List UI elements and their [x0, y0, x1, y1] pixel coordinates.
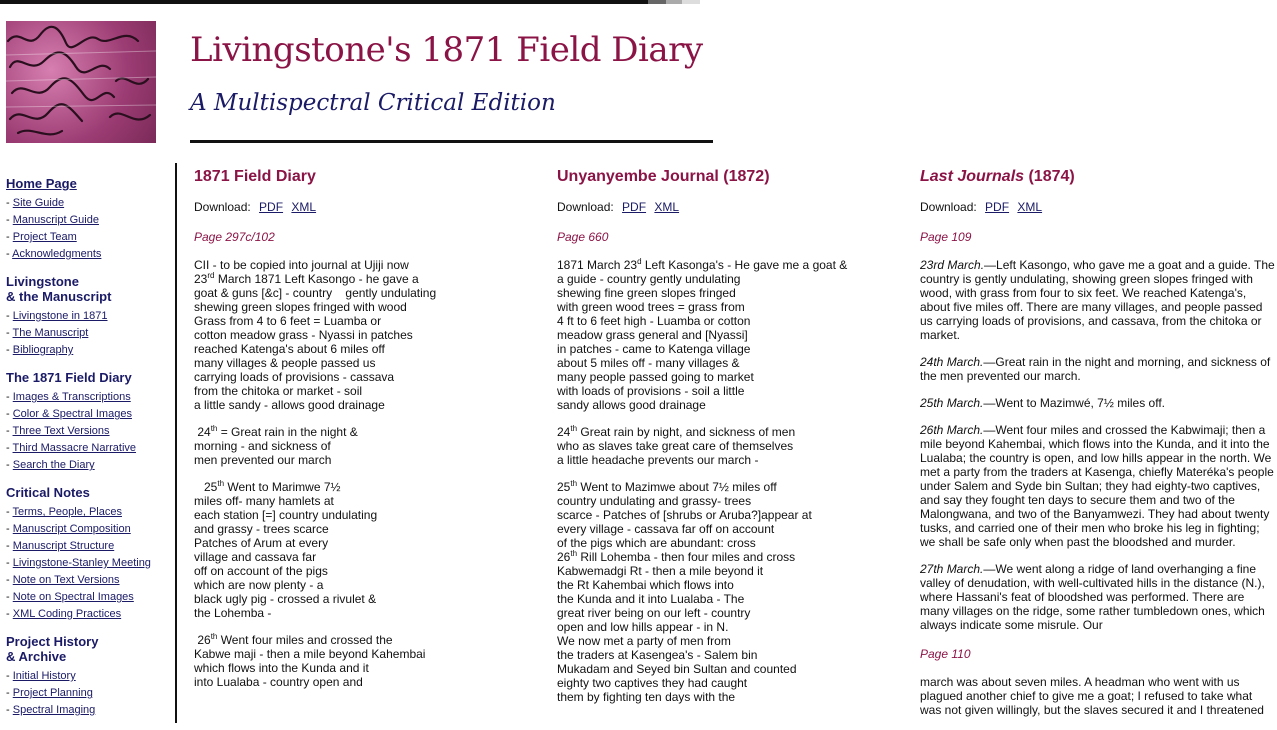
sidebar-link-site-guide[interactable]: Site Guide [12, 197, 65, 209]
entry-text: March 1871 Left Kasongo - he gave a goat & guns [&c] - country gently undulating shewing green slopes fringed with wood Grass from 4 to 6 feet = Luamba or cotton meadow grass - Nyassi in patches reached Katenga's about 6 miles off many villages & people passed us carrying loads of provisions - cassava from the chitoka or market - soil a little sandy - allows good drainage [194, 272, 437, 412]
download-links [194, 199, 554, 215]
journal-entry [557, 425, 917, 467]
journal-entry [920, 423, 1276, 549]
sidebar-link-xml-coding-practices[interactable]: XML Coding Practices [12, 608, 122, 620]
sidebar-item [6, 212, 170, 229]
section-title-line: The 1871 Field Diary [6, 370, 132, 385]
column-heading [194, 168, 554, 186]
sidebar-item [6, 668, 170, 685]
sidebar-link-three-text-versions[interactable]: Three Text Versions [12, 425, 110, 437]
sidebar-link-bibliography[interactable]: Bibliography [12, 344, 74, 356]
unyanyembe-journal-column [557, 168, 917, 704]
page-reference: Page 109 [920, 230, 972, 244]
page-reference: Page 110 [920, 647, 971, 661]
entry-text: 26 [194, 633, 211, 647]
sidebar-link-spectral-imaging[interactable]: Spectral Imaging [12, 704, 96, 716]
entry-date: 23rd March. [920, 258, 985, 272]
download-links [557, 199, 917, 215]
sidebar-nav [6, 176, 170, 730]
entry-text: —Left Kasongo, who gave me a goat and a guide. The country is gently undulating, showing green slopes fringed with wood, with grass from four to six feet. We reached Katenga's, about five miles off. There are many villages, and people passed us carrying loads of provisions, and cassava, from the chitoka or market. [920, 258, 1275, 342]
sidebar-item [6, 538, 170, 555]
xml-download-link[interactable]: XML [1017, 200, 1043, 214]
entry-text: Went to Mazimwe about 7½ miles off country undulating and grassy- trees scarce - Patches of [shrubs or Aruba?]appear at every village - cassava far off on account of the pigs which are abundant: cross [557, 480, 812, 550]
download-links [920, 199, 1276, 215]
sidebar-item [6, 572, 170, 589]
sidebar-item [6, 246, 170, 263]
sidebar-link-search-the-diary[interactable]: Search the Diary [12, 459, 95, 471]
home-page-link[interactable]: Home Page [6, 176, 77, 191]
sidebar-item [6, 702, 170, 719]
column-heading [920, 168, 1276, 186]
sidebar-link-project-planning[interactable]: Project Planning [12, 687, 93, 699]
journal-entry [920, 258, 1276, 342]
download-label: Download: [194, 200, 251, 214]
xml-download-link[interactable]: XML [654, 200, 680, 214]
sidebar-link-color-spectral-images[interactable]: Color & Spectral Images [12, 408, 132, 420]
title-rule [190, 140, 713, 143]
entry-text: 25 [557, 480, 571, 494]
ordinal-suffix: d [637, 257, 642, 266]
entry-text: —Went to Mazimwé, 7½ miles off. [983, 396, 1165, 410]
journal-entry [557, 258, 917, 412]
sidebar-link-livingstone-1871[interactable]: Livingstone in 1871 [12, 310, 108, 322]
entry-text: 26 [557, 550, 571, 564]
heading-text: Last Journals [920, 168, 1025, 185]
entry-text: Great rain by night, and sickness of men who as slaves take great care of themselves a little headache prevents our march - [557, 425, 796, 467]
sidebar-section-list [6, 668, 170, 719]
entry-date: 27th March. [920, 562, 984, 576]
sidebar-link-images-transcriptions[interactable]: Images & Transcriptions [12, 391, 131, 403]
ordinal-suffix: th [570, 549, 578, 558]
sidebar-item [6, 423, 170, 440]
sidebar-item [6, 606, 170, 623]
sidebar-item [6, 521, 170, 538]
heading-text: Unyanyembe Journal (1872) [557, 168, 770, 185]
entry-text: Left Kasonga's - He gave me a goat & a guide - country gently undulating shewing fine green slopes fringed with green wood trees = grass from 4 ft to 6 feet high - Luamba or cotton meadow grass general and [Nyassi] in patches - came to Katenga village about 5 miles off - many villages & many people passed going to market with loads of provisions - soil a little sandy allows good drainage [557, 258, 848, 412]
entry-text: Went four miles and crossed the Kabwe maji - then a mile beyond Kahembai which flows into the Kunda and it into Lualaba - country open and [194, 633, 426, 689]
download-label: Download: [557, 200, 614, 214]
xml-download-link[interactable]: XML [291, 200, 317, 214]
entry-text: march was about seven miles. A headman who went with us plagued another chief to give me a goat; I refused to take what was not given willingly, but the slaves secured it and I threatened [920, 675, 1264, 717]
entry-text: —Great rain in the night and morning, and sickness of the men prevented our march. [920, 355, 1271, 383]
top-strip [0, 0, 700, 4]
section-title-line: Livingstone [6, 274, 79, 289]
sidebar-link-note-on-text-versions[interactable]: Note on Text Versions [12, 574, 120, 586]
ordinal-suffix: th [570, 424, 578, 433]
entry-date: 25th March. [920, 396, 984, 410]
journal-entry [920, 355, 1276, 383]
entry-text: —Went four miles and crossed the Kabwimaji; then a mile beyond Kahembai, which flows into the Kunda, and it into the Lualaba; the country is open, and low hills appear in the north. We met a party from the traders at Kasenga, chiefly Materéka's people under Salem and Syde bin Sultan; they had eighty-two captives, and say they fought ten days to secure them and two of the Malongwana, and two of the Banyamwezi. They had about twenty tusks, and carried one of their men who broke his leg in fighting; we shall be safe only when past the bloodshed and murder. [920, 423, 1274, 549]
strip-segment [682, 0, 700, 4]
ordinal-suffix: rd [207, 271, 215, 280]
page-title: Livingstone's 1871 Field Diary [190, 30, 703, 70]
diary-entry [194, 633, 554, 689]
page-subtitle: A Multispectral Critical Edition [190, 90, 556, 116]
entry-text: 24 [194, 425, 211, 439]
field-diary-column [194, 168, 554, 689]
sidebar-section-list [6, 308, 170, 359]
sidebar-item [6, 342, 170, 359]
entry-date: 24th March. [920, 355, 984, 369]
sidebar-link-acknowledgments[interactable]: Acknowledgments [12, 248, 102, 260]
sidebar-home-list [6, 195, 170, 263]
journal-entry [920, 396, 1276, 410]
heading-year: (1874) [1024, 168, 1075, 185]
sidebar-link-note-on-spectral-images[interactable]: Note on Spectral Images [12, 591, 134, 603]
sidebar-item [6, 406, 170, 423]
sidebar-section-list [6, 389, 170, 474]
column-heading [557, 168, 917, 186]
section-title-line: Critical Notes [6, 485, 90, 500]
entry-text: CII - to be copied into journal at Ujiji now 23 [194, 258, 409, 286]
handwriting-texture [6, 21, 156, 143]
heading-text: 1871 Field Diary [194, 168, 316, 185]
ordinal-suffix: th [570, 479, 578, 488]
page-reference: Page 297c/102 [194, 230, 275, 244]
diary-entry [194, 258, 554, 412]
sidebar-section-list [6, 504, 170, 623]
ordinal-suffix: th [210, 424, 218, 433]
pdf-download-link[interactable]: PDF [985, 200, 1010, 214]
sidebar-item [6, 555, 170, 572]
entry-text: 24 [557, 425, 571, 439]
entry-text: 25 [194, 480, 218, 494]
sidebar-item [6, 589, 170, 606]
entry-date: 26th March. [920, 423, 984, 437]
pdf-download-link[interactable]: PDF [259, 200, 284, 214]
sidebar-item [6, 685, 170, 702]
sidebar-divider [175, 163, 177, 723]
entry-text: = Great rain in the night & morning - and sickness of men prevented our march [194, 425, 358, 467]
strip-segment [666, 0, 682, 4]
sidebar-link-initial-history[interactable]: Initial History [12, 670, 76, 682]
section-title-line: Project History [6, 634, 99, 649]
sidebar-link-the-manuscript[interactable]: The Manuscript [12, 327, 89, 339]
entry-text: Rill Lohemba - then four miles and cross Kabwemadgi Rt - then a mile beyond it the Rt Kahembai which flows into the Kunda and it into Lualaba - The great river being on our left - country open and low hills appear - in N. We now met a party of men from the traders at Kasengea's - Salem bin Mukadam and Seyed bin Sultan and counted eighty two captives they had caught them by fighting ten days with the [557, 550, 797, 704]
sidebar-section-heading [6, 485, 170, 500]
sidebar-link-livingstone-stanley-meeting[interactable]: Livingstone-Stanley Meeting [12, 557, 151, 569]
sidebar-section-heading [6, 634, 170, 664]
strip-segment [648, 0, 666, 4]
entry-text: 1871 March 23 [557, 258, 638, 272]
sidebar-item [6, 308, 170, 325]
journal-entry [920, 675, 1276, 717]
sidebar-link-manuscript-composition[interactable]: Manuscript Composition [12, 523, 131, 535]
sidebar-item [6, 440, 170, 457]
ordinal-suffix: th [217, 479, 225, 488]
journal-entry [557, 480, 917, 704]
sidebar-link-manuscript-guide[interactable]: Manuscript Guide [12, 214, 99, 226]
sidebar-section-heading [6, 274, 170, 304]
sidebar-item [6, 389, 170, 406]
journal-entry [920, 562, 1276, 632]
entry-text: Went to Marimwe 7½ miles off- many hamlets at each station [=] country undulating and grassy - trees scarce Patches of Arum at every village and cassava far off on account of the pigs which are now plenty - a black ugly pig - crossed a rivulet & the Lohemba - [194, 480, 378, 620]
section-title-line: & the Manuscript [6, 289, 112, 304]
sidebar-item [6, 325, 170, 342]
last-journals-column [920, 168, 1276, 717]
sidebar-item [6, 504, 170, 521]
sidebar-link-terms-people-places[interactable]: Terms, People, Places [12, 506, 122, 518]
ordinal-suffix: th [210, 632, 218, 641]
sidebar-link-third-massacre-narrative[interactable]: Third Massacre Narrative [12, 442, 137, 454]
page-reference: Page 660 [557, 230, 609, 244]
diary-entry [194, 425, 554, 467]
sidebar-link-project-team[interactable]: Project Team [12, 231, 77, 243]
diary-entry [194, 480, 554, 620]
entry-text: —We went along a ridge of land overhanging a fine valley of denudation, with well-cultivated hills in the distance (N.), where Hassani's feat of bloodshed was performed. There are many villages on the ridge, some rather tumbledown ones, which always indicate some misrule. Our [920, 562, 1265, 632]
section-title-line: & Archive [6, 649, 67, 664]
sidebar-item [6, 229, 170, 246]
sidebar-section-heading [6, 370, 170, 385]
sidebar-home-heading [6, 176, 170, 191]
sidebar-link-manuscript-structure[interactable]: Manuscript Structure [12, 540, 115, 552]
sidebar-item [6, 457, 170, 474]
download-label: Download: [920, 200, 977, 214]
pdf-download-link[interactable]: PDF [622, 200, 647, 214]
manuscript-logo-image[interactable] [6, 21, 156, 143]
sidebar-item [6, 195, 170, 212]
